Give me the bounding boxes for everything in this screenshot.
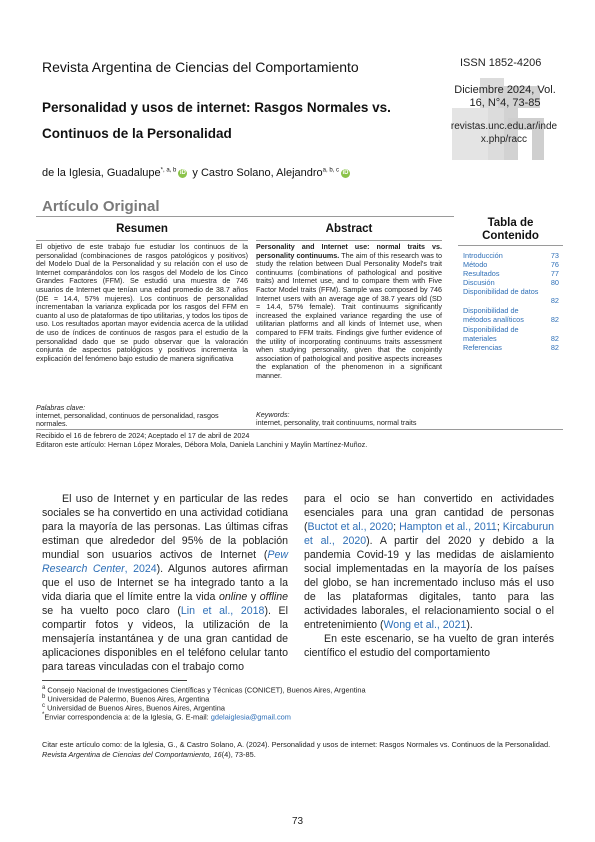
- author-1: de la Iglesia, Guadalupe: [42, 167, 161, 179]
- toc-item[interactable]: [463, 307, 559, 324]
- footnote-b: $^b$ Universidad de Palermo, Buenos Aires, Argentina: [42, 694, 210, 704]
- body-text: ). A partir del 2020 y debido a la pandemia Covid-19 y las medidas de aislamiento social implementadas en la mayoría de los países del globo, se han incrementado incluso más el uso de las plataformas digitales, tanto para las actividades laborales, el relacionamiento social o el entretenimiento (: [304, 535, 555, 631]
- article-title: [42, 95, 422, 147]
- citation-note: [42, 740, 554, 759]
- footnote-correspondence: *Enviar correspondencia a: de la Iglesia, G. E-mail: gdelaiglesia@gmail.com: [42, 712, 291, 722]
- issue-date-line1: Diciembre 2024, Vol.: [454, 84, 556, 96]
- toc-item[interactable]: [463, 344, 559, 353]
- body-paragraph-left: [42, 492, 288, 674]
- footnote-text: Universidad de Buenos Aires, Buenos Aires, Argentina: [47, 703, 225, 713]
- issue-date-line2: 16, N°4, 73-85: [469, 97, 541, 109]
- footnote-divider: [42, 680, 187, 681]
- toc-item-label[interactable]: Disponibilidad de métodos analíticos: [463, 306, 524, 324]
- citation-link[interactable]: Wong et al., 2021: [383, 619, 467, 631]
- body-text: ). El compartir fotos y videos, la utilización de la mensajería instantánea y de una gran cantidad de aplicaciones disponibles en el teléfono celular tanto para tareas vinculadas con el trabajo como: [42, 605, 288, 673]
- footnote-c: $^c$ Universidad de Buenos Aires, Buenos Aires, Argentina: [42, 703, 225, 713]
- body-text: para el ocio se han convertido en actividades esenciales para una gran cantidad de personas (: [304, 493, 554, 533]
- toc-item-label[interactable]: Resultados: [463, 269, 500, 278]
- toc-item-page: 82: [550, 296, 559, 305]
- footnote-text: Consejo Nacional de Investigaciones Científicas y Técnicas (CONICET), Buenos Aires, Argentina: [47, 685, 366, 695]
- abstract-text: [256, 243, 442, 381]
- divider: [36, 216, 454, 217]
- resumen-keywords-label: Palabras clave:: [36, 403, 86, 412]
- toc-item-label[interactable]: Referencias: [463, 343, 502, 352]
- journal-name: Revista Argentina de Ciencias del Comportamiento: [42, 59, 359, 75]
- toc-item-label[interactable]: Introducción: [463, 251, 503, 260]
- toc-item-page: 82: [550, 315, 559, 324]
- toc-title: Tabla de Contenido: [482, 217, 539, 242]
- citation-link[interactable]: Pew Research Center: [42, 549, 288, 575]
- body-text: offline: [259, 591, 288, 603]
- toc-item-label[interactable]: Disponibilidad de materiales: [463, 325, 519, 343]
- body-text: online: [218, 591, 248, 603]
- orcid-icon[interactable]: iD: [179, 169, 186, 176]
- email-link[interactable]: gdelaiglesia@gmail.com: [210, 712, 291, 722]
- issn: ISSN 1852-4206: [460, 57, 542, 69]
- resumen-text: El objetivo de este trabajo fue estudiar los continuos de la personalidad (combinaciones de rasgos patológicos y positivos) del Modelo Dual de la Personalidad y su relación con el uso de Internet comparándolos con los rasgos del Modelo de los Cinco Grandes Factores (FFM). Se estudió una muestra de 746 usuarios de Internet que tenían una edad promedio de 38.7 años (DE = 14.4, 57% mujeres). Los continuos de personalidad incrementaban la varianza explicada por los rasgos del FFM en cuanto al uso de plataformas de tipo utilitarias, y todos los tipos de uso. Los resultados aportan mayor evidencia acerca de la utilidad de uso de índices de continuos de rasgos para el estudio de la personalidad dado que se pudo observar que la valoración conjunta de aspectos patológicos y positivos incrementa la explicación del fenómeno bajo estudio de manera significativa: [36, 242, 248, 363]
- page-number: 73: [291, 816, 304, 827]
- abstract-keywords-text: internet, personality, trait continuums, normal traits: [256, 418, 417, 428]
- divider: [36, 429, 563, 430]
- toc-item[interactable]: [463, 287, 559, 305]
- toc-item-page: 82: [550, 334, 559, 343]
- toc-item-page: 80: [550, 278, 559, 287]
- author-2: y Castro Solano, Alejandro: [189, 167, 323, 179]
- body-text: ). Algunos autores afirman que el uso de Internet se ha integrado tanto a la vida diaria que el límite entre la vida: [42, 563, 288, 603]
- article-title-line2: Continuos de la Personalidad: [42, 126, 232, 141]
- divider: [36, 240, 248, 241]
- citation-link[interactable]: Lin et al., 2018: [180, 605, 265, 617]
- citation-link[interactable]: , 2024: [124, 563, 157, 575]
- abstract-keywords-label: Keywords:: [256, 410, 290, 419]
- authors: [42, 167, 352, 179]
- journal-url-line2[interactable]: x.php/racc: [480, 134, 528, 145]
- citation-link[interactable]: Buctot et al., 2020: [307, 521, 394, 533]
- issue-date: [449, 84, 561, 110]
- citation-tail: (4), 73-85.: [221, 749, 256, 759]
- journal-url[interactable]: [446, 120, 562, 146]
- footnote-text: Enviar correspondencia a: de la Iglesia, G. E-mail:: [44, 712, 211, 722]
- body-paragraph-right: [304, 492, 554, 660]
- editors: Editaron este artículo: Hernan López Morales, Débora Mola, Daniela Lanchini y Maylin Martínez-Muñoz.: [36, 440, 368, 449]
- divider: [256, 240, 442, 241]
- body-text: El uso de Internet y en particular de las redes sociales se ha convertido en una actividad cotidiana para la mayoría de las personas. Las últimas cifras estiman que alrededor del 95% de la población mundial son usuarios activos de Internet (: [42, 493, 288, 561]
- body-text: En este escenario, se ha vuelto de gran interés científico el estudio del comportamiento: [304, 633, 554, 659]
- abstract-title: Personality and Internet use: normal traits vs. personality continuums.: [256, 242, 442, 260]
- orcid-icon[interactable]: iD: [342, 169, 349, 176]
- toc-item-page: 82: [550, 343, 559, 352]
- abstract-heading: Abstract: [325, 223, 373, 235]
- received-dates: Recibido el 16 de febrero de 2024; Aceptado el 17 de abril de 2024: [36, 431, 250, 440]
- divider: [458, 245, 563, 246]
- toc-item-page: 73: [550, 251, 559, 260]
- citation-journal: Revista Argentina de Ciencias del Comportamiento, 16: [42, 749, 222, 759]
- abstract-keywords: [256, 411, 442, 427]
- resumen-keywords-text: internet, personalidad, continuos de personalidad, rasgos normales.: [36, 411, 219, 429]
- abstract-body: The aim of this research was to study the relation between Dual Personality Model's trait continuums (combinations of pathological and positive traits) and Internet use, and to compare them with Five Factor Model traits (FFM). Sample was composed by 746 Internet users with an average age of 38.7 years old (SD = 14.4, 57% female). Trait continuums significantly increased the explained variance regarding the use of utilitarian platforms and all kinds of Internet use, when compared to FFM traits. Findings give further evidence of the utility of incorporating continuums traits assessment when studying personality, given that the conjointly association of pathological and positive aspects increases the explanation of the phenomenon in a significant manner.: [256, 250, 442, 380]
- citation-text: Citar este artículo como: de la Iglesia, G., & Castro Solano, A. (2024). Personalidad y usos de internet: Rasgos Normales vs. Continuos de la Personalidad.: [42, 740, 551, 749]
- body-text: ).: [466, 619, 473, 631]
- citation-link[interactable]: Hampton et al., 2011: [399, 521, 497, 533]
- citation-link[interactable]: Kircaburun et al., 2020: [304, 521, 555, 547]
- article-title-line1: Personalidad y usos de internet: Rasgos Normales vs.: [42, 100, 391, 115]
- footnote-a: $^a$ Consejo Nacional de Investigaciones Científicas y Técnicas (CONICET), Buenos Aires, Argentina: [42, 685, 366, 695]
- journal-url-line1[interactable]: revistas.unc.edu.ar/inde: [450, 121, 558, 132]
- footnote-text: Universidad de Palermo, Buenos Aires, Argentina: [47, 694, 210, 704]
- resumen-keywords: [36, 404, 248, 429]
- toc-item-label[interactable]: Método: [463, 260, 488, 269]
- body-text: y: [247, 591, 260, 603]
- toc-item-page: 76: [550, 260, 559, 269]
- toc-item-label[interactable]: Discusión: [463, 278, 495, 287]
- author-2-affil: a, b, c: [322, 167, 339, 174]
- resumen-heading: Resumen: [116, 223, 168, 235]
- toc-item-page: 77: [550, 269, 559, 278]
- author-1-affil: *, a, b: [160, 167, 177, 174]
- body-text: se ha vuelto poco claro (: [42, 605, 181, 617]
- body-text: ;: [496, 521, 503, 533]
- section-label: Artículo Original: [42, 198, 160, 215]
- toc-item-label[interactable]: Disponibilidad de datos: [463, 287, 539, 296]
- toc-item[interactable]: [463, 326, 559, 343]
- body-text: ;: [393, 521, 400, 533]
